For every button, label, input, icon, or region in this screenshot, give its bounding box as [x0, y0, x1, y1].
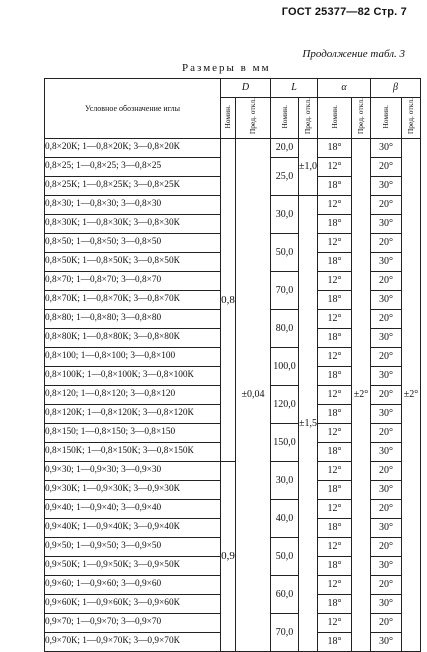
beta-nominal: 30° [371, 443, 402, 462]
beta-header: β [371, 79, 421, 98]
L-nominal: 60,0 [271, 576, 299, 614]
beta-nominal: 20° [371, 424, 402, 443]
alpha-nominal: 18° [318, 405, 352, 424]
beta-tolerance: ±2° [402, 139, 421, 652]
alpha-nominal: 12° [318, 576, 352, 595]
alpha-tolerance: ±2° [352, 139, 371, 652]
beta-nominal: 30° [371, 329, 402, 348]
designation-header: Условное обозначение иглы [45, 79, 221, 139]
L-nominal: 40,0 [271, 500, 299, 538]
alpha-nominal: 18° [318, 557, 352, 576]
beta-nominal: 20° [371, 386, 402, 405]
needle-designation: 0,8×80; 1—0,8×80; 3—0,8×80 [45, 310, 221, 329]
needle-designation: 0,8×120К; 1—0,8×120К; 3—0,8×120К [45, 405, 221, 424]
needle-designation: 0,8×100; 1—0,8×100; 3—0,8×100 [45, 348, 221, 367]
D-header: D [221, 79, 271, 98]
D-nominal-09: 0,9 [221, 462, 236, 652]
D-tolerance-header: Пред. откл. [248, 98, 258, 135]
beta-nominal: 30° [371, 367, 402, 386]
beta-nominal: 30° [371, 405, 402, 424]
L-nominal: 50,0 [271, 538, 299, 576]
needle-designation: 0,9×40К; 1—0,9×40К; 3—0,9×40К [45, 519, 221, 538]
L-nominal: 100,0 [271, 348, 299, 386]
beta-nominal: 20° [371, 310, 402, 329]
alpha-header: α [318, 79, 371, 98]
alpha-nominal: 12° [318, 462, 352, 481]
beta-nominal: 30° [371, 595, 402, 614]
needle-designation: 0,8×50К; 1—0,8×50К; 3—0,8×50К [45, 253, 221, 272]
table-continuation-label: Продолжение табл. 3 [302, 48, 405, 60]
needle-designation: 0,9×40; 1—0,9×40; 3—0,9×40 [45, 500, 221, 519]
D-nominal-header: Номин. [223, 104, 233, 129]
table-row [45, 139, 421, 158]
beta-nominal: 20° [371, 462, 402, 481]
needle-designation: 0,8×30; 1—0,8×30; 3—0,8×30 [45, 196, 221, 215]
needle-designation: 0,9×70К; 1—0,9×70К; 3—0,9×70К [45, 633, 221, 652]
alpha-nominal: 12° [318, 500, 352, 519]
L-nominal: 50,0 [271, 234, 299, 272]
beta-nominal: 20° [371, 614, 402, 633]
needle-designation: 0,8×30К; 1—0,8×30К; 3—0,8×30К [45, 215, 221, 234]
alpha-nominal: 18° [318, 443, 352, 462]
beta-nominal: 30° [371, 291, 402, 310]
beta-nominal: 20° [371, 576, 402, 595]
L-nominal: 30,0 [271, 462, 299, 500]
alpha-nominal: 18° [318, 367, 352, 386]
alpha-nominal: 12° [318, 272, 352, 291]
beta-nominal: 30° [371, 215, 402, 234]
alpha-nominal: 18° [318, 481, 352, 500]
beta-nominal: 30° [371, 139, 402, 158]
beta-nominal: 20° [371, 158, 402, 177]
beta-nominal: 30° [371, 253, 402, 272]
beta-nominal: 20° [371, 272, 402, 291]
alpha-nominal: 18° [318, 139, 352, 158]
D-nominal-08: 0,8 [221, 139, 236, 462]
beta-tolerance-header: Пред. откл. [406, 98, 416, 135]
L-nominal: 120,0 [271, 386, 299, 424]
L-nominal: 80,0 [271, 310, 299, 348]
beta-nominal-header: Номин. [381, 104, 391, 129]
alpha-nominal: 18° [318, 519, 352, 538]
needle-designation: 0,9×30К; 1—0,9×30К; 3—0,9×30К [45, 481, 221, 500]
alpha-tolerance-header: Пред. откл. [356, 98, 366, 135]
alpha-nominal: 12° [318, 424, 352, 443]
needle-designation: 0,8×70К; 1—0,8×70К; 3—0,8×70К [45, 291, 221, 310]
needle-designation: 0,9×70; 1—0,9×70; 3—0,9×70 [45, 614, 221, 633]
beta-nominal: 30° [371, 481, 402, 500]
alpha-nominal: 12° [318, 158, 352, 177]
beta-nominal: 30° [371, 177, 402, 196]
beta-nominal: 30° [371, 633, 402, 652]
beta-nominal: 20° [371, 500, 402, 519]
beta-nominal: 30° [371, 519, 402, 538]
L-nominal: 25,0 [271, 158, 299, 196]
needle-designation: 0,8×80К; 1—0,8×80К; 3—0,8×80К [45, 329, 221, 348]
alpha-nominal: 18° [318, 595, 352, 614]
needle-designation: 0,9×50К; 1—0,9×50К; 3—0,9×50К [45, 557, 221, 576]
L-nominal: 30,0 [271, 196, 299, 234]
L-nominal-header: Номин. [279, 104, 289, 129]
needle-designation: 0,8×100К; 1—0,8×100К; 3—0,8×100К [45, 367, 221, 386]
alpha-nominal: 12° [318, 386, 352, 405]
alpha-nominal: 12° [318, 348, 352, 367]
L-nominal: 70,0 [271, 272, 299, 310]
alpha-nominal: 12° [318, 196, 352, 215]
beta-nominal: 20° [371, 196, 402, 215]
alpha-nominal: 18° [318, 215, 352, 234]
alpha-nominal: 12° [318, 614, 352, 633]
alpha-nominal: 12° [318, 538, 352, 557]
needle-designation: 0,8×120; 1—0,8×120; 3—0,8×120 [45, 386, 221, 405]
needle-designation: 0,8×25; 1—0,8×25; 3—0,8×25 [45, 158, 221, 177]
L-header: L [271, 79, 318, 98]
L-nominal: 20,0 [271, 139, 299, 158]
sizes-label: Размеры в мм [182, 62, 271, 74]
needle-designation: 0,9×50; 1—0,9×50; 3—0,9×50 [45, 538, 221, 557]
alpha-nominal: 12° [318, 310, 352, 329]
needle-designation: 0,9×60; 1—0,9×60; 3—0,9×60 [45, 576, 221, 595]
needle-designation: 0,8×20К; 1—0,8×20К; 3—0,8×20К [45, 139, 221, 158]
needle-designation: 0,9×30; 1—0,9×30; 3—0,9×30 [45, 462, 221, 481]
beta-nominal: 20° [371, 538, 402, 557]
alpha-nominal: 12° [318, 234, 352, 253]
page-header: ГОСТ 25377—82 Стр. 7 [281, 6, 407, 18]
L-tolerance-b: ±1,5 [299, 196, 318, 652]
alpha-nominal: 18° [318, 177, 352, 196]
needle-designation: 0,8×150; 1—0,8×150; 3—0,8×150 [45, 424, 221, 443]
needle-designation: 0,8×70; 1—0,8×70; 3—0,8×70 [45, 272, 221, 291]
beta-nominal: 20° [371, 348, 402, 367]
needle-designation: 0,8×150К; 1—0,8×150К; 3—0,8×150К [45, 443, 221, 462]
L-nominal: 70,0 [271, 614, 299, 652]
L-tolerance-a: ±1,0 [299, 139, 318, 196]
needle-designation: 0,9×60К; 1—0,9×60К; 3—0,9×60К [45, 595, 221, 614]
D-tolerance: ±0,04 [236, 139, 271, 652]
L-nominal: 150,0 [271, 424, 299, 462]
alpha-nominal: 18° [318, 253, 352, 272]
alpha-nominal: 18° [318, 633, 352, 652]
L-tolerance-header: Пред. откл. [303, 98, 313, 135]
needle-sizes-table [44, 78, 421, 652]
alpha-nominal: 18° [318, 329, 352, 348]
beta-nominal: 30° [371, 557, 402, 576]
beta-nominal: 20° [371, 234, 402, 253]
needle-designation: 0,8×50; 1—0,8×50; 3—0,8×50 [45, 234, 221, 253]
alpha-nominal: 18° [318, 291, 352, 310]
needle-designation: 0,8×25К; 1—0,8×25К; 3—0,8×25К [45, 177, 221, 196]
alpha-nominal-header: Номин. [329, 104, 339, 129]
